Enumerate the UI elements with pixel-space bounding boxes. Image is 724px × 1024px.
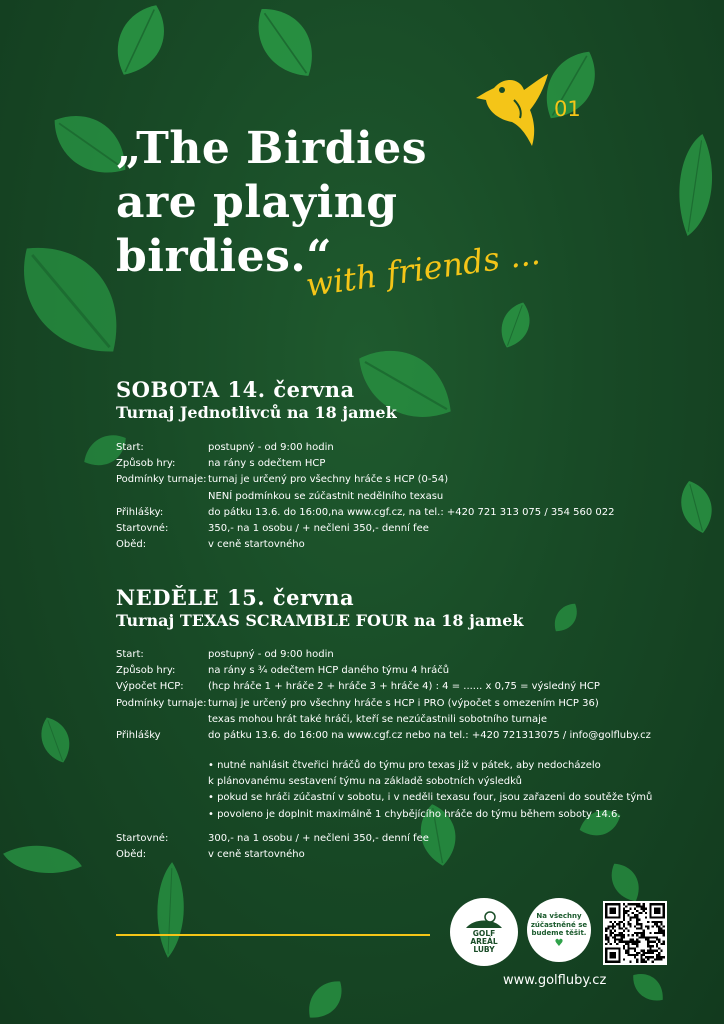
detail-row xyxy=(116,847,429,863)
detail-value: turnaj je určený pro všechny hráče s HCP (0-54) xyxy=(208,474,449,486)
detail-row xyxy=(116,679,651,695)
detail-label: Podmínky turnaje: xyxy=(116,697,207,709)
detail-row xyxy=(116,728,651,744)
detail-label: Start: xyxy=(116,649,144,660)
detail-label: Startovné: xyxy=(116,523,169,535)
detail-value: (hcp hráče 1 + hráče 2 + hráče 3 + hráče 4) : 4 = ...... x 0,75 = výsledný HCP xyxy=(208,681,600,693)
detail-value: postupný - od 9:00 hodin xyxy=(208,649,334,660)
sunday-notes xyxy=(208,758,652,823)
feather-decoration xyxy=(548,600,583,635)
feather-decoration xyxy=(240,0,330,85)
note-line: • pokud se hráči zúčastní v sobotu, i v neděli texasu four, jsou zařazeni do soutěže týmů xyxy=(208,792,653,804)
sunday-day: NEDĚLE 15. června xyxy=(116,585,355,610)
detail-label: Start: xyxy=(116,442,144,453)
feather-decoration xyxy=(100,0,180,80)
detail-row xyxy=(116,521,615,537)
logo-text: AREÁL xyxy=(470,937,498,946)
feather-decoration xyxy=(490,290,540,360)
detail-value: do pátku 13.6. do 16:00 na www.cgf.cz nebo na tel.: +420 721313075 / info@golfluby.cz xyxy=(208,730,651,742)
feather-decoration xyxy=(30,700,80,780)
note-line: k plánovanému sestavení týmu na základě sobotních výsledků xyxy=(208,776,522,788)
detail-row xyxy=(116,712,651,728)
sunday-subtitle: Turnaj TEXAS SCRAMBLE FOUR na 18 jamek xyxy=(116,611,524,630)
detail-row xyxy=(116,831,429,847)
welcome-badge xyxy=(527,898,591,962)
detail-value: na rány s ¾ odečtem HCP daného týmu 4 hráčů xyxy=(208,665,450,677)
sunday-details xyxy=(116,647,651,744)
saturday-day: SOBOTA 14. června xyxy=(116,377,355,402)
qr-code[interactable] xyxy=(603,901,667,965)
detail-row xyxy=(116,456,615,472)
golf-ball-icon xyxy=(464,910,504,930)
detail-label: Způsob hry: xyxy=(116,665,176,677)
title-line: are playing xyxy=(116,177,398,228)
detail-value: 300,- na 1 osobu / + nečleni 350,- denní fee xyxy=(208,833,429,844)
issue-number: 01 xyxy=(554,97,581,121)
feather-decoration xyxy=(300,975,350,1024)
detail-row xyxy=(116,505,615,521)
note-line: • povoleno je doplnit maximálně 1 chybějícího hráče do týmu během soboty 14.6. xyxy=(208,808,621,820)
logo-text: LUBY xyxy=(473,945,495,954)
detail-value: turnaj je určený pro všechny hráče s HCP i PRO (výpočet s omezením HCP 36) xyxy=(208,697,599,709)
detail-row xyxy=(116,440,615,456)
detail-label: Výpočet HCP: xyxy=(116,681,184,693)
note-line: • nutné nahlásit čtveřici hráčů do týmu pro texas již v pátek, aby nedocházelo xyxy=(208,760,601,771)
golf-areal-luby-logo xyxy=(450,898,518,966)
detail-label xyxy=(116,489,208,505)
badge-text: Na všechny xyxy=(536,912,582,920)
detail-label: Oběd: xyxy=(116,849,147,861)
badge-text: budeme těšit. xyxy=(531,929,587,937)
detail-value: texas mohou hrát také hráči, kteří se nezúčastnili sobotního turnaje xyxy=(208,713,548,725)
detail-value: na rány s odečtem HCP xyxy=(208,458,326,470)
detail-value: NENÍ podmínkou se zúčastnit nedělního texasu xyxy=(208,490,444,502)
sunday-fees xyxy=(116,831,429,863)
detail-row xyxy=(116,647,651,663)
detail-row xyxy=(116,663,651,679)
feather-decoration xyxy=(665,130,724,240)
feather-decoration xyxy=(668,462,724,552)
detail-value: postupný - od 9:00 hodin xyxy=(208,442,334,453)
detail-label xyxy=(116,712,208,728)
detail-label: Podmínky turnaje: xyxy=(116,474,207,486)
title-line: „The Birdies xyxy=(116,123,428,174)
feather-decoration xyxy=(600,860,650,905)
saturday-details xyxy=(116,440,615,553)
sunday-heading xyxy=(116,585,523,631)
detail-row xyxy=(116,472,615,488)
detail-row xyxy=(116,696,651,712)
feather-decoration xyxy=(145,860,195,960)
title-line: birdies.“ xyxy=(116,231,333,282)
detail-value: do pátku 13.6. do 16:00,na www.cgf.cz, na tel.: +420 721 313 075 / 354 560 022 xyxy=(208,506,615,518)
saturday-heading xyxy=(116,377,397,423)
detail-row xyxy=(116,537,615,553)
detail-value: v ceně startovného xyxy=(208,849,305,861)
website-link[interactable]: www.golfluby.cz xyxy=(503,973,607,988)
saturday-subtitle: Turnaj Jednotlivců na 18 jamek xyxy=(116,403,397,422)
tagline: with friends ... xyxy=(303,233,543,305)
detail-value: 350,- na 1 osobu / + nečleni 350,- denní fee xyxy=(208,523,429,535)
detail-row xyxy=(116,489,615,505)
heart-icon: ♥ xyxy=(554,937,564,949)
logo-text: GOLF xyxy=(472,929,496,938)
detail-label: Způsob hry: xyxy=(116,458,176,470)
divider-line xyxy=(116,934,430,936)
detail-label: Přihlášky xyxy=(116,730,161,742)
feather-decoration xyxy=(0,835,85,885)
detail-label: Přihlášky: xyxy=(116,506,164,518)
yellow-bird-icon xyxy=(474,70,554,156)
detail-label: Startovné: xyxy=(116,833,169,844)
badge-text: zúčastněné se xyxy=(530,920,588,929)
detail-value: v ceně startovného xyxy=(208,539,305,551)
feather-decoration xyxy=(628,965,668,1010)
detail-label: Oběd: xyxy=(116,539,147,551)
